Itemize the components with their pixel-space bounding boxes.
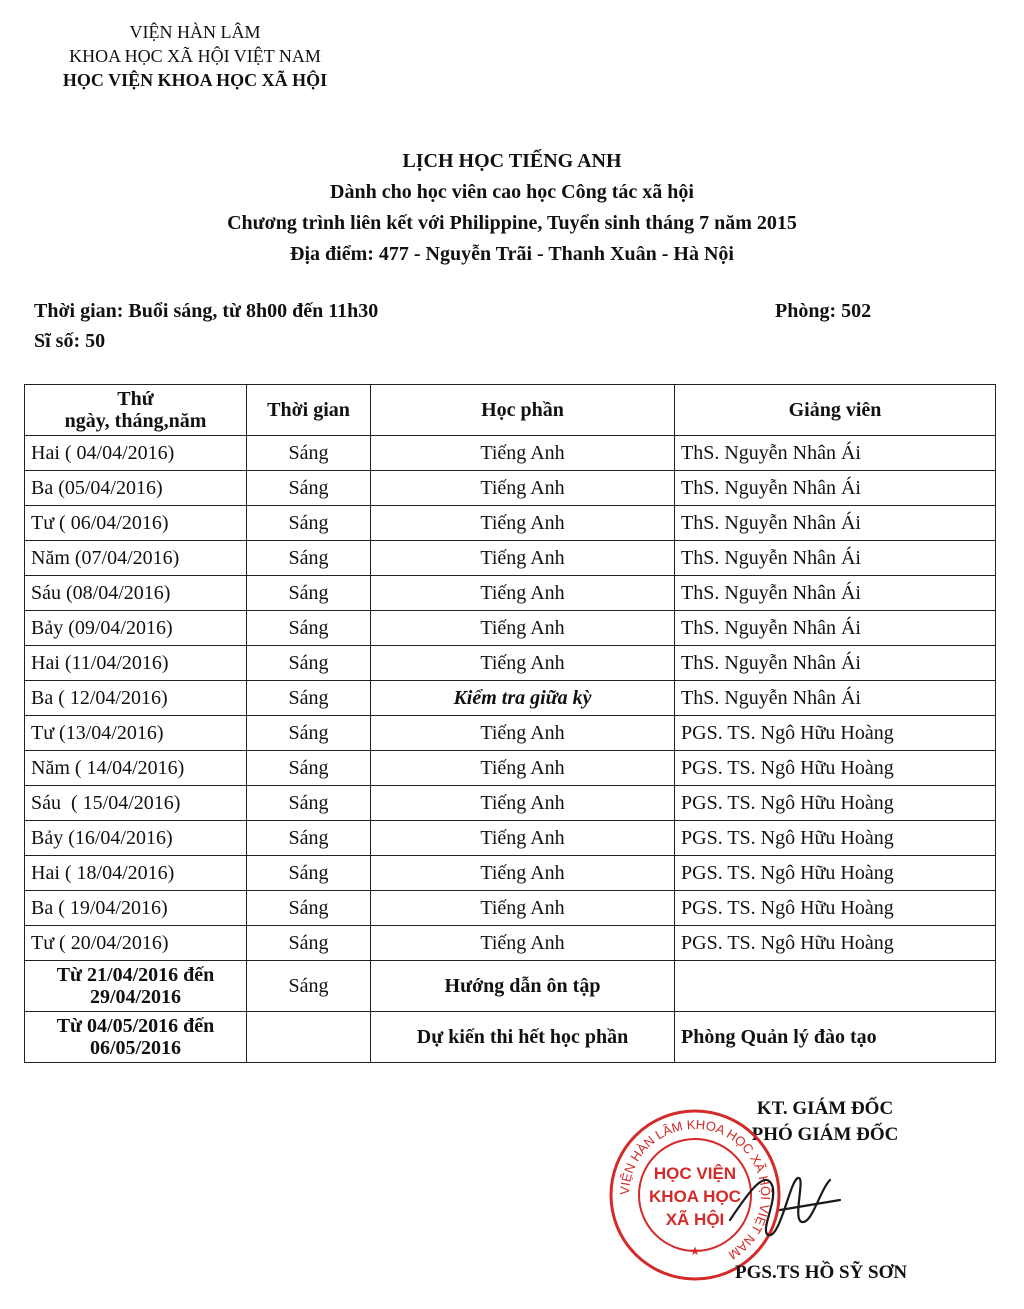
cell-lecturer: ThS. Nguyễn Nhân Ái [675, 436, 996, 471]
cell-time: Sáng [247, 716, 371, 751]
cell-time: Sáng [247, 506, 371, 541]
table-row [25, 436, 996, 471]
cell-date: Ba ( 19/04/2016) [25, 891, 247, 926]
cell-date: Ba (05/04/2016) [25, 471, 247, 506]
seal-center-line-2: KHOA HỌC [649, 1187, 741, 1206]
seal-center-line-1: HỌC VIỆN [653, 1164, 737, 1183]
handwritten-signature [720, 1150, 850, 1260]
seal-star-icon: ★ [689, 1244, 701, 1258]
cell-date: Hai ( 04/04/2016) [25, 436, 247, 471]
date-range-line-2: 29/04/2016 [89, 986, 182, 1008]
header-lecturer: Giảng viên [675, 385, 996, 436]
header-time: Thời gian [247, 385, 371, 436]
table-row [25, 541, 996, 576]
document-title: LỊCH HỌC TIẾNG ANH [402, 150, 622, 172]
document-title-block [0, 146, 1024, 270]
class-size: Sĩ số: 50 [34, 330, 106, 352]
org-line-1: VIỆN HÀN LÂM [129, 22, 261, 42]
cell-time: Sáng [247, 856, 371, 891]
cell-lecturer: ThS. Nguyễn Nhân Ái [675, 576, 996, 611]
cell-subject: Tiếng Anh [371, 576, 675, 611]
table-row [25, 646, 996, 681]
cell-subject: Tiếng Anh [371, 646, 675, 681]
cell-subject: Tiếng Anh [371, 541, 675, 576]
cell-time: Sáng [247, 961, 371, 1012]
cell-time: Sáng [247, 681, 371, 716]
cell-lecturer: ThS. Nguyễn Nhân Ái [675, 646, 996, 681]
signer-name: PGS.TS HỒ SỸ SƠN [735, 1262, 908, 1283]
cell-time: Sáng [247, 926, 371, 961]
cell-lecturer: PGS. TS. Ngô Hữu Hoàng [675, 716, 996, 751]
cell-time: Sáng [247, 471, 371, 506]
cell-date: Năm (07/04/2016) [25, 541, 247, 576]
cell-subject: Tiếng Anh [371, 856, 675, 891]
cell-subject: Tiếng Anh [371, 716, 675, 751]
schedule-time: Thời gian: Buổi sáng, từ 8h00 đến 11h30 [34, 300, 379, 322]
seal-center-line-3: XÃ HỘI [665, 1210, 725, 1229]
cell-lecturer: PGS. TS. Ngô Hữu Hoàng [675, 891, 996, 926]
cell-lecturer: PGS. TS. Ngô Hữu Hoàng [675, 751, 996, 786]
table-row-exam [25, 1012, 996, 1063]
cell-lecturer: ThS. Nguyễn Nhân Ái [675, 471, 996, 506]
table-row-review [25, 961, 996, 1012]
table-row [25, 716, 996, 751]
table-row [25, 821, 996, 856]
table-row [25, 611, 996, 646]
header-date-line-1: Thứ [117, 388, 154, 410]
cell-lecturer: ThS. Nguyễn Nhân Ái [675, 681, 996, 716]
subtitle-program: Chương trình liên kết với Philippine, Tuyển sinh tháng 7 năm 2015 [227, 212, 797, 234]
cell-time: Sáng [247, 646, 371, 681]
cell-date: Sáu ( 15/04/2016) [25, 786, 247, 821]
cell-time: Sáng [247, 821, 371, 856]
cell-time: Sáng [247, 611, 371, 646]
cell-time: Sáng [247, 891, 371, 926]
cell-date: Hai (11/04/2016) [25, 646, 247, 681]
table-row [25, 576, 996, 611]
cell-time: Sáng [247, 751, 371, 786]
cell-date: Bảy (16/04/2016) [25, 821, 247, 856]
cell-time: Sáng [247, 786, 371, 821]
cell-time [247, 1012, 371, 1063]
cell-date: Tư (13/04/2016) [25, 716, 247, 751]
date-range-line-1: Từ 04/05/2016 đến [56, 1015, 215, 1037]
cell-lecturer: ThS. Nguyễn Nhân Ái [675, 506, 996, 541]
schedule-table [24, 384, 996, 1063]
cell-lecturer: PGS. TS. Ngô Hữu Hoàng [675, 926, 996, 961]
cell-date: Tư ( 06/04/2016) [25, 506, 247, 541]
table-row [25, 891, 996, 926]
cell-time: Sáng [247, 576, 371, 611]
subtitle-audience: Dành cho học viên cao học Công tác xã hội [330, 181, 694, 203]
cell-lecturer: ThS. Nguyễn Nhân Ái [675, 611, 996, 646]
issuing-organization [30, 20, 360, 92]
cell-date: Tư ( 20/04/2016) [25, 926, 247, 961]
cell-subject: Tiếng Anh [371, 926, 675, 961]
cell-lecturer: PGS. TS. Ngô Hữu Hoàng [675, 786, 996, 821]
header-subject: Học phần [371, 385, 675, 436]
cell-subject: Tiếng Anh [371, 611, 675, 646]
cell-subject: Tiếng Anh [371, 786, 675, 821]
org-line-3: HỌC VIỆN KHOA HỌC XÃ HỘI [62, 70, 328, 90]
table-row [25, 856, 996, 891]
date-range-line-2: 06/05/2016 [89, 1037, 182, 1059]
cell-subject-review: Hướng dẫn ôn tập [371, 961, 675, 1012]
table-row [25, 751, 996, 786]
cell-date: Ba ( 12/04/2016) [25, 681, 247, 716]
cell-subject: Tiếng Anh [371, 751, 675, 786]
cell-subject-exam: Dự kiến thi hết học phần [371, 1012, 675, 1063]
cell-date-range [25, 1012, 247, 1063]
cell-lecturer: PGS. TS. Ngô Hữu Hoàng [675, 821, 996, 856]
header-date [25, 385, 247, 436]
table-row [25, 786, 996, 821]
cell-time: Sáng [247, 436, 371, 471]
org-line-2: KHOA HỌC XÃ HỘI VIỆT NAM [69, 46, 321, 66]
cell-date: Bảy (09/04/2016) [25, 611, 247, 646]
table-row [25, 506, 996, 541]
header-date-line-2: ngày, tháng,năm [64, 410, 207, 432]
signature-stroke [730, 1178, 840, 1235]
cell-subject: Tiếng Anh [371, 506, 675, 541]
table-row [25, 926, 996, 961]
cell-date: Sáu (08/04/2016) [25, 576, 247, 611]
room-number: Phòng: 502 [775, 300, 872, 322]
subtitle-location: Địa điểm: 477 - Nguyễn Trãi - Thanh Xuân - Hà Nội [290, 243, 734, 265]
cell-subject-midterm: Kiểm tra giữa kỳ [371, 681, 675, 716]
cell-subject: Tiếng Anh [371, 471, 675, 506]
cell-date-range [25, 961, 247, 1012]
cell-subject: Tiếng Anh [371, 821, 675, 856]
cell-exam-organizer: Phòng Quản lý đào tạo [675, 1012, 996, 1063]
cell-time: Sáng [247, 541, 371, 576]
signature-title-2: PHÓ GIÁM ĐỐC [751, 1124, 899, 1145]
date-range-line-1: Từ 21/04/2016 đến [56, 964, 215, 986]
cell-lecturer: PGS. TS. Ngô Hữu Hoàng [675, 856, 996, 891]
table-row [25, 681, 996, 716]
cell-date: Hai ( 18/04/2016) [25, 856, 247, 891]
cell-lecturer: ThS. Nguyễn Nhân Ái [675, 541, 996, 576]
cell-subject: Tiếng Anh [371, 436, 675, 471]
table-header-row [25, 385, 996, 436]
seal-ring-text: VIỆN HÀN LÂM KHOA HỌC XÃ HỘI VIỆT NAM [616, 1116, 774, 1263]
cell-date: Năm ( 14/04/2016) [25, 751, 247, 786]
table-row [25, 471, 996, 506]
signature-title-1: KT. GIÁM ĐỐC [756, 1098, 894, 1119]
cell-lecturer [675, 961, 996, 1012]
cell-subject: Tiếng Anh [371, 891, 675, 926]
